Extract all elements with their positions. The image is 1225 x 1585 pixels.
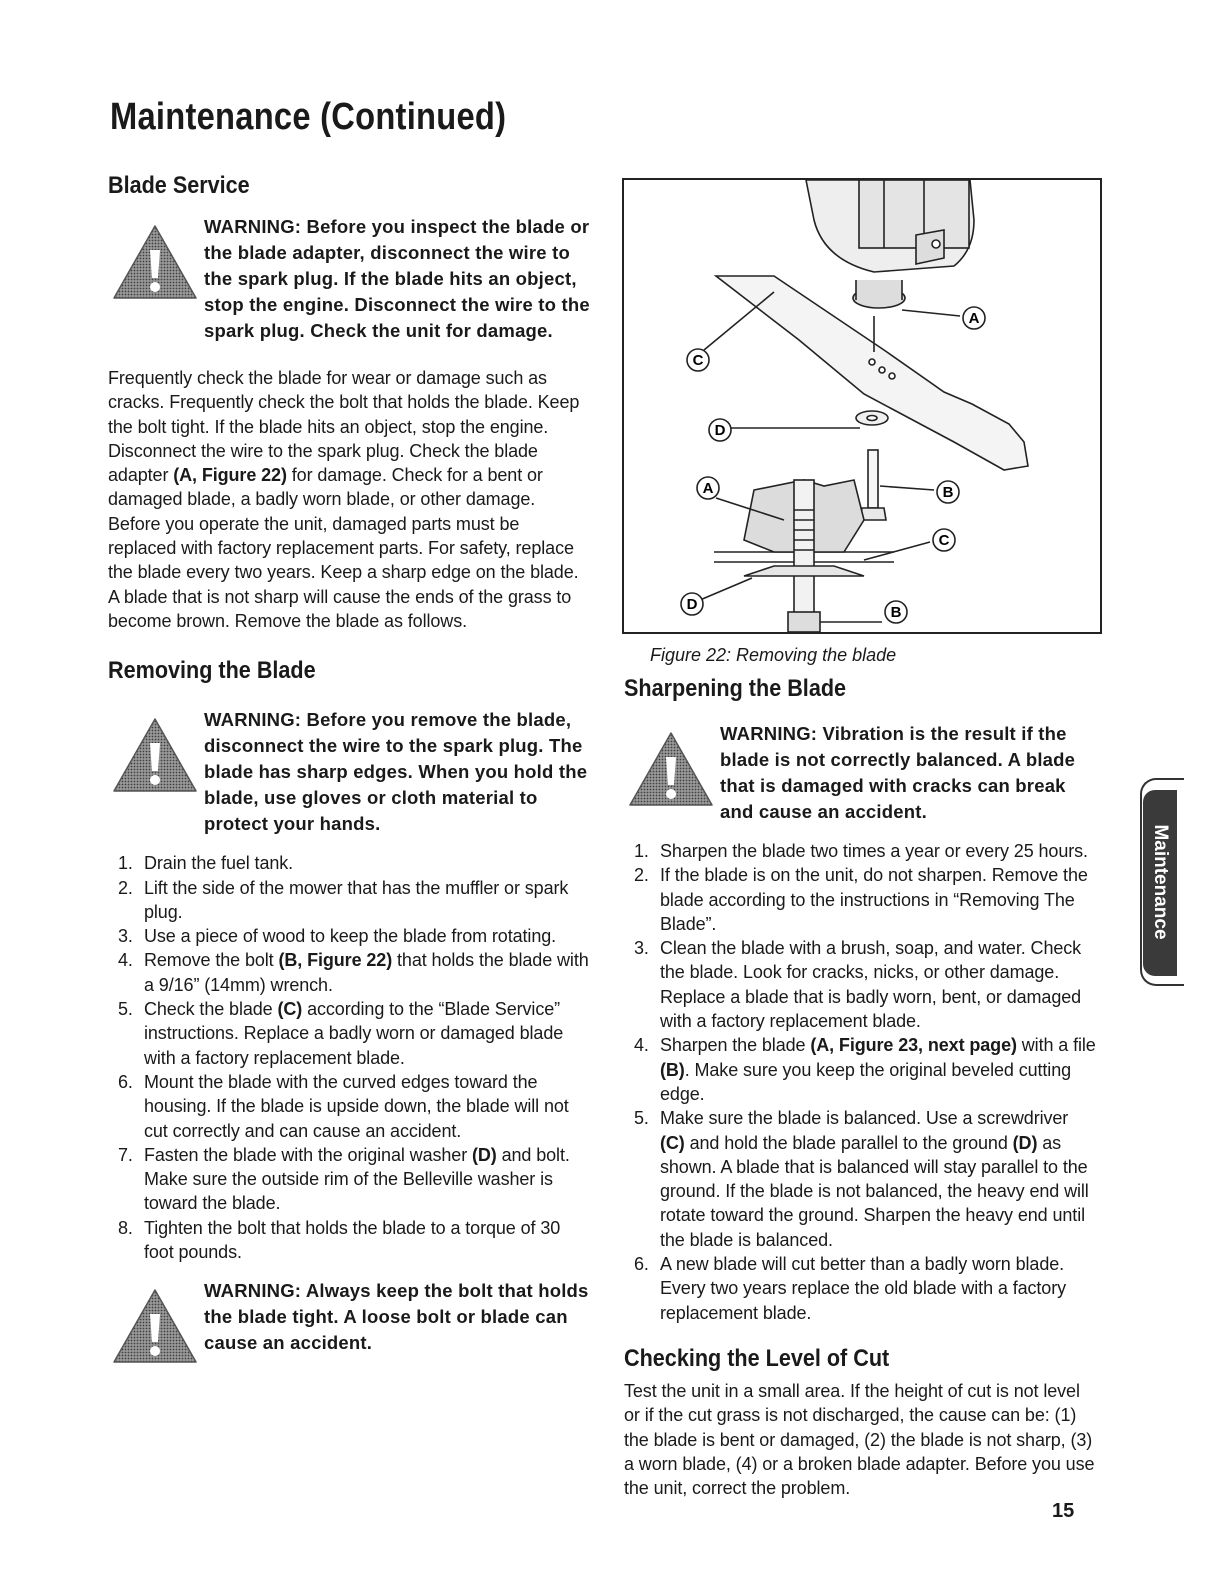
callout-b xyxy=(885,601,907,623)
svg-text:B: B xyxy=(942,484,954,501)
list-item: 5. Check the blade (C) according to the “Blade Service” instructions. Replace a badly worn or damaged blade with a factory replacement blade. xyxy=(118,999,564,1068)
callout-c xyxy=(687,349,709,371)
callout-c xyxy=(933,529,955,551)
removing-blade-warning xyxy=(108,707,590,837)
page-title: Maintenance (Continued) xyxy=(110,96,507,138)
figure-22 xyxy=(622,178,1102,634)
list-item: 7. Fasten the blade with the original washer (D) and bolt. Make sure the outside rim of the Belleville washer is toward the blade. xyxy=(118,1144,570,1214)
blade-service-warning xyxy=(108,214,590,344)
callout-d xyxy=(709,419,731,441)
svg-text:D: D xyxy=(714,422,726,439)
sharpening-warning xyxy=(624,721,1096,825)
callout-d xyxy=(681,593,703,615)
text-part: for damage. Check for a bent or damaged blade, a badly worn blade, or other damage. Before you operate the unit, damaged parts must be replaced with factory replacement parts. For safety, replace the blade every two years. Keep a sharp edge on the blade. A blade that is not sharp will cause the ends of the grass to become brown. Remove the blade as follows. xyxy=(108,465,579,631)
svg-text:A: A xyxy=(702,480,714,497)
callout-b xyxy=(937,481,959,503)
list-item: 4. Remove the bolt (B, Figure 22) that holds the blade with a 9/16” (14mm) wrench. xyxy=(118,950,589,995)
section-tab-label: Maintenance xyxy=(1150,824,1171,940)
bolt-warning xyxy=(108,1278,590,1378)
removing-blade-heading: Removing the Blade xyxy=(108,657,316,685)
figure-caption: Figure 22: Removing the blade xyxy=(650,645,897,665)
svg-text:B: B xyxy=(890,604,902,621)
list-item: 2. If the blade is on the unit, do not sharpen. Remove the blade according to the instructions in “Removing The Blade”. xyxy=(634,865,1088,934)
sharpening-heading: Sharpening the Blade xyxy=(624,675,847,702)
blade-service-heading: Blade Service xyxy=(108,172,250,199)
left-column xyxy=(108,172,590,1378)
list-item: 1. Sharpen the blade two times a year or every 25 hours. xyxy=(634,841,1088,861)
warning-icon xyxy=(112,224,198,300)
list-item: 2. Lift the side of the mower that has the muffler or spark plug. xyxy=(118,877,569,922)
blade-removal-illustration xyxy=(624,180,1100,632)
list-item: 1. Drain the fuel tank. xyxy=(118,853,294,874)
svg-text:D: D xyxy=(686,596,698,613)
list-item: 3. Use a piece of wood to keep the blade from rotating. xyxy=(118,926,557,947)
list-item: 4. Sharpen the blade (A, Figure 23, next page) with a file (B). Make sure you keep the original beveled cutting edge. xyxy=(634,1035,1096,1104)
svg-text:C: C xyxy=(692,352,704,369)
callout-a xyxy=(963,307,985,329)
page-number: 15 xyxy=(1052,1500,1075,1522)
warning-text: WARNING: Always keep the bolt that holds the blade tight. A loose bolt or blade can cause an accident. xyxy=(204,1280,589,1354)
list-item: 3. Clean the blade with a brush, soap, and water. Check the blade. Look for cracks, nicks, or other damage. Replace a blade that is badly worn, bent, or damaged with a factory replacement blade. xyxy=(634,938,1082,1032)
callout-a xyxy=(697,477,719,499)
list-item: 8. Tighten the bolt that holds the blade to a torque of 30 foot pounds. xyxy=(118,1217,561,1263)
warning-text: WARNING: Before you inspect the blade or the blade adapter, disconnect the wire to the spark plug. If the blade hits an object, stop the engine. Disconnect the wire to the spark plug. Check the unit for damage. xyxy=(204,216,590,341)
warning-icon xyxy=(628,731,714,807)
text-part: Frequently check the blade for wear or damage such as cracks. Frequently check the bolt that holds the blade. Keep the bolt tight. If the blade hits an object, stop the engine. Disconnect the wire to the spark plug. Check the blade adapter xyxy=(108,368,580,486)
sharpening-steps-list xyxy=(624,839,1096,1325)
level-of-cut-heading: Checking the Level of Cut xyxy=(624,1344,890,1372)
removing-steps-list xyxy=(108,851,590,1264)
list-item: 5. Make sure the blade is balanced. Use a screwdriver (C) and hold the blade parallel to the ground (D) as shown. A blade that is balanced will stay parallel to the ground. If the blade is not balanced, the heavy end will rotate toward the ground. Sharpen the heavy end until the blade is balanced. xyxy=(634,1108,1089,1250)
warning-text: WARNING: Before you remove the blade, disconnect the wire to the spark plug. The blade has sharp edges. When you hold the blade, use gloves or cloth material to protect your hands. xyxy=(204,709,588,835)
svg-text:A: A xyxy=(968,310,980,327)
level-of-cut-text: Test the unit in a small area. If the height of cut is not level or if the cut grass is not discharged, the cause can be: (1) the blade is bent or damaged, (2) the blade is not sharp, (3) a worn blade, (4) or a broken blade adapter. Before you use the unit, correct the problem. xyxy=(624,1380,1095,1499)
warning-icon xyxy=(112,717,198,793)
figure-reference: (A, Figure 22) xyxy=(173,465,287,486)
list-item: 6. A new blade will cut better than a badly worn blade. Every two years replace the old blade with a factory replacement blade. xyxy=(634,1254,1067,1323)
blade-service-text xyxy=(108,366,590,633)
svg-text:C: C xyxy=(938,532,950,549)
list-item: 6. Mount the blade with the curved edges toward the housing. If the blade is upside down, the blade will not cut correctly and can cause an accident. xyxy=(118,1071,569,1141)
warning-icon xyxy=(112,1288,198,1364)
right-column xyxy=(624,675,1096,1500)
warning-text: WARNING: Vibration is the result if the blade is not correctly balanced. A blade that is damaged with cracks can break and cause an accident. xyxy=(720,723,1076,822)
